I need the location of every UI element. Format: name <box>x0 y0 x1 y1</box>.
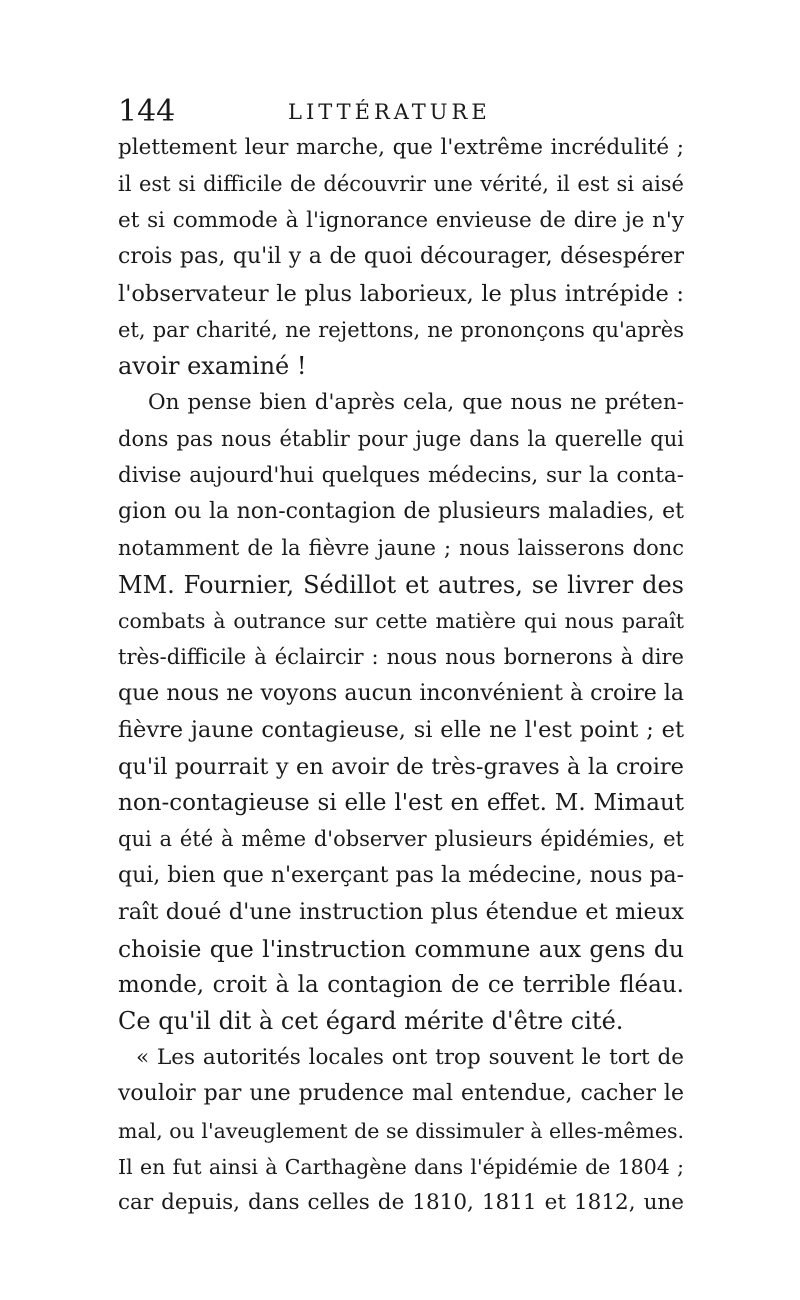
text-line: plettement leur marche, que l'extrême incrédulité ; <box>118 135 684 160</box>
text-line: vouloir par une prudence mal entendue, cacher le <box>118 1081 684 1107</box>
text-line: il est si difficile de découvrir une vérité, il est si aisé <box>118 172 684 197</box>
text-line: dons pas nous établir pour juge dans la querelle qui <box>118 427 684 452</box>
text-line: car depuis, dans celles de 1810, 1811 et 1812, une <box>118 1190 684 1216</box>
running-head <box>118 92 678 132</box>
text-line: mal, ou l'aveuglement de se dissimuler à elles-mêmes. <box>118 1118 684 1143</box>
text-line: gion ou la non-contagion de plusieurs maladies, et <box>118 498 684 524</box>
text-line: non-contagieuse si elle l'est en effet. M. Mimaut <box>118 790 684 817</box>
text-line: qui a été à même d'observer plusieurs épidémies, et <box>118 827 684 852</box>
text-line: et, par charité, ne rejettons, ne prononçons qu'après <box>118 317 684 342</box>
text-line: et si commode à l'ignorance envieuse de dire je n'y <box>118 207 684 233</box>
text-line: MM. Fournier, Sédillot et autres, se livrer des <box>118 570 684 599</box>
text-line: choisie que l'instruction commune aux gens du <box>118 934 684 963</box>
text-line: notamment de la fièvre jaune ; nous laisserons donc <box>118 536 684 561</box>
text-line: très-difficile à éclaircir : nous nous bornerons à dire <box>118 645 684 670</box>
text-line: qu'il pourrait y en avoir de très-graves à la croire <box>118 753 684 780</box>
quotation-first-line: « Les autorités locales ont trop souvent le tort de <box>136 1044 684 1070</box>
paragraph-end-line: Ce qu'il dit à cet égard mérite d'être cité. <box>118 1007 624 1036</box>
text-line: fièvre jaune contagieuse, si elle ne l'est point ; et <box>118 717 684 744</box>
text-line: que nous ne voyons aucun inconvénient à croire la <box>118 680 684 706</box>
text-line: qui, bien que n'exerçant pas la médecine, nous pa- <box>118 862 685 888</box>
text-line: monde, croit à la contagion de ce terrible fléau. <box>118 971 684 998</box>
running-title: LITTÉRATURE <box>288 100 491 124</box>
paragraph-end-line: avoir examiné ! <box>118 352 307 381</box>
text-line: divise aujourd'hui quelques médecins, sur la conta- <box>118 462 684 488</box>
text-line: crois pas, qu'il y a de quoi décourager, désespérer <box>118 244 684 270</box>
text-line: l'observateur le plus laborieux, le plus intrépide : <box>118 280 684 307</box>
body-text <box>118 130 684 1222</box>
text-line: Il en fut ainsi à Carthagène dans l'épidémie de 1804 ; <box>118 1154 684 1179</box>
page-number: 144 <box>118 94 176 129</box>
paragraph-first-line: On pense bien d'après cela, que nous ne préten- <box>148 389 684 415</box>
text-line: raît doué d'une instruction plus étendue et mieux <box>118 899 684 926</box>
text-line: combats à outrance sur cette matière qui nous paraît <box>118 609 684 634</box>
